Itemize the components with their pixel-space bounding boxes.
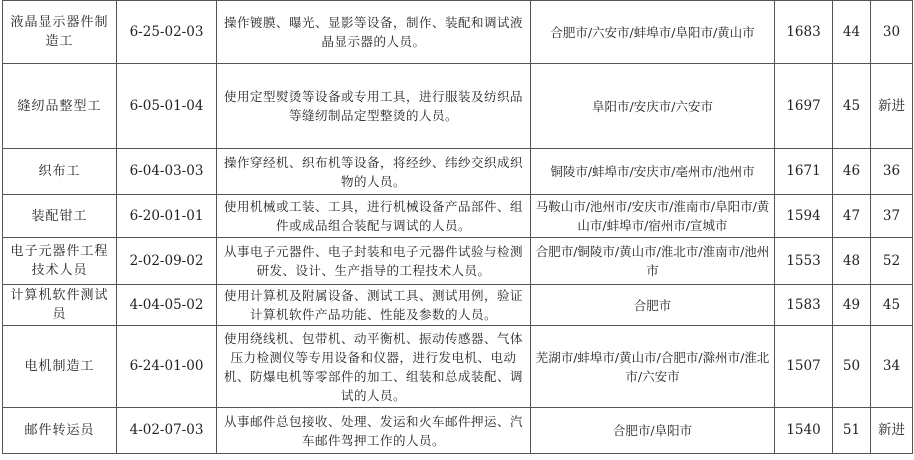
occupation-description: 使用定型熨烫等设备或专用工具，进行服装及纺织品等缝纫制品定型整烫的人员。 xyxy=(217,64,531,149)
occupation-code: 4-04-05-02 xyxy=(117,285,217,326)
occupation-description: 使用机械或工装、工具，进行机械设备产品部件、组件或成品组合装配与调试的人员。 xyxy=(217,195,531,238)
table-row xyxy=(3,238,913,285)
rank-value: 46 xyxy=(833,149,871,195)
region-list: 合肥市/六安市/蚌埠市/阜阳市/黄山市 xyxy=(531,1,775,64)
occupation-table xyxy=(2,0,913,454)
occupation-description: 操作穿经机、织布机等设备，将经纱、纬纱交织成织物的人员。 xyxy=(217,149,531,195)
occupation-description: 使用计算机及附属设备、测试工具、测试用例，验证计算机软件产品功能、性能及参数的人员。 xyxy=(217,285,531,326)
region-list: 阜阳市/安庆市/六安市 xyxy=(531,64,775,149)
rank-value: 47 xyxy=(833,195,871,238)
previous-rank: 新进 xyxy=(871,64,913,149)
previous-rank: 36 xyxy=(871,149,913,195)
occupation-description: 从事电子元器件、电子封装和电子元器件试验与检测研发、设计、生产指导的工程技术人员。 xyxy=(217,238,531,285)
region-list: 铜陵市/蚌埠市/安庆市/亳州市/池州市 xyxy=(531,149,775,195)
occupation-code: 2-02-09-02 xyxy=(117,238,217,285)
occupation-description: 操作镀膜、曝光、显影等设备，制作、装配和调试液晶显示器的人员。 xyxy=(217,1,531,64)
rank-value: 48 xyxy=(833,238,871,285)
previous-rank: 45 xyxy=(871,285,913,326)
occupation-code: 6-04-03-03 xyxy=(117,149,217,195)
rank-value: 51 xyxy=(833,408,871,454)
previous-rank: 新进 xyxy=(871,408,913,454)
table-row xyxy=(3,64,913,149)
occupation-code: 6-20-01-01 xyxy=(117,195,217,238)
occupation-name: 装配钳工 xyxy=(3,195,117,238)
region-list: 芜湖市/蚌埠市/黄山市/合肥市/滁州市/淮北市/六安市 xyxy=(531,326,775,408)
region-list: 合肥市/铜陵市/黄山市/淮北市/淮南市/池州市 xyxy=(531,238,775,285)
demand-count: 1697 xyxy=(775,64,833,149)
occupation-name: 计算机软件测试员 xyxy=(3,285,117,326)
region-list: 合肥市 xyxy=(531,285,775,326)
demand-count: 1553 xyxy=(775,238,833,285)
occupation-name: 电机制造工 xyxy=(3,326,117,408)
occupation-name: 电子元器件工程技术人员 xyxy=(3,238,117,285)
demand-count: 1540 xyxy=(775,408,833,454)
occupation-code: 6-24-01-00 xyxy=(117,326,217,408)
table-row xyxy=(3,1,913,64)
rank-value: 44 xyxy=(833,1,871,64)
table-row xyxy=(3,326,913,408)
previous-rank: 37 xyxy=(871,195,913,238)
demand-count: 1507 xyxy=(775,326,833,408)
table-row xyxy=(3,285,913,326)
demand-count: 1594 xyxy=(775,195,833,238)
table-row xyxy=(3,195,913,238)
occupation-description: 从事邮件总包接收、处理、发运和火车邮件押运、汽车邮件驾押工作的人员。 xyxy=(217,408,531,454)
occupation-code: 6-25-02-03 xyxy=(117,1,217,64)
previous-rank: 30 xyxy=(871,1,913,64)
rank-value: 49 xyxy=(833,285,871,326)
region-list: 合肥市/阜阳市 xyxy=(531,408,775,454)
previous-rank: 34 xyxy=(871,326,913,408)
table-row xyxy=(3,149,913,195)
occupation-name: 缝纫品整型工 xyxy=(3,64,117,149)
occupation-name: 液晶显示器件制造工 xyxy=(3,1,117,64)
table-row xyxy=(3,408,913,454)
occupation-code: 4-02-07-03 xyxy=(117,408,217,454)
demand-count: 1683 xyxy=(775,1,833,64)
occupation-name: 邮件转运员 xyxy=(3,408,117,454)
rank-value: 45 xyxy=(833,64,871,149)
demand-count: 1583 xyxy=(775,285,833,326)
rank-value: 50 xyxy=(833,326,871,408)
demand-count: 1671 xyxy=(775,149,833,195)
occupation-name: 织布工 xyxy=(3,149,117,195)
occupation-code: 6-05-01-04 xyxy=(117,64,217,149)
region-list: 马鞍山市/池州市/安庆市/淮南市/阜阳市/黄山市/蚌埠市/宿州市/宣城市 xyxy=(531,195,775,238)
previous-rank: 52 xyxy=(871,238,913,285)
occupation-description: 使用绕线机、包带机、动平衡机、振动传感器、气体压力检测仪等专用设备和仪器，进行发电机、电动机、防爆电机等零部件的加工、组装和总成装配、调试的人员。 xyxy=(217,326,531,408)
